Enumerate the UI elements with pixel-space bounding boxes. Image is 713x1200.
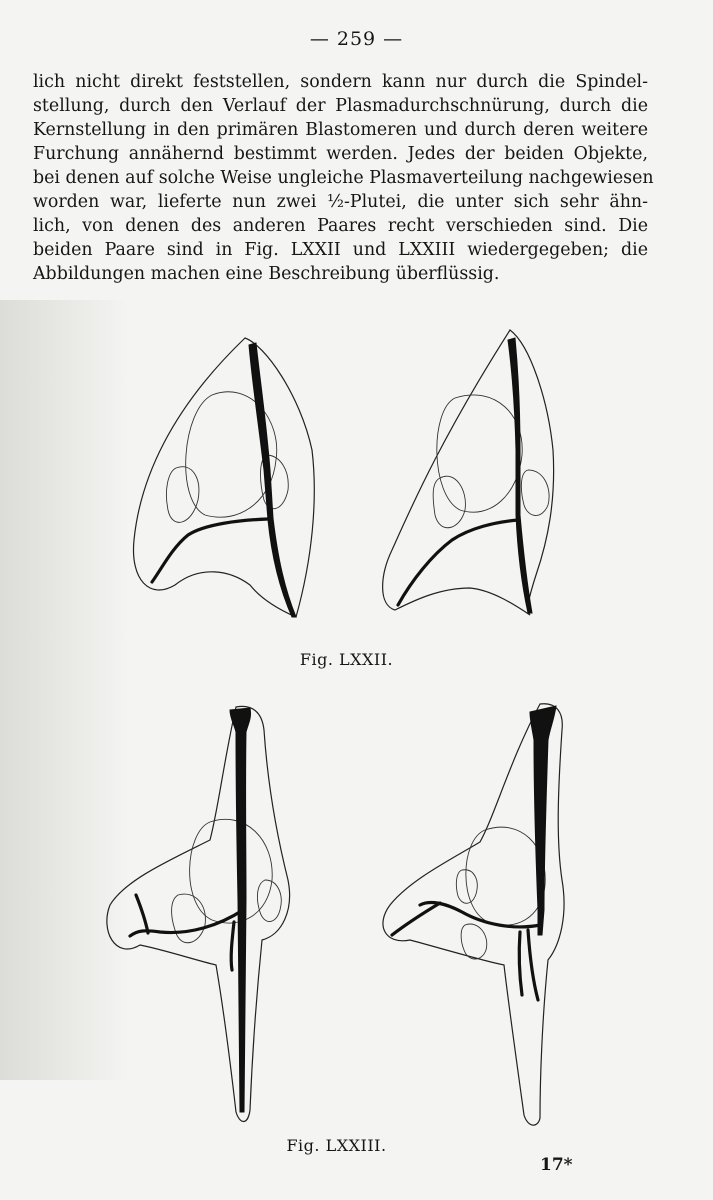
pluteus-left-lxxiii [107, 706, 290, 1121]
text-line: lich, von denen des anderen Paares recht verschieden sind. Die [33, 216, 648, 236]
text-line: stellung, durch den Verlauf der Plasmadurchschnürung, durch die [33, 96, 648, 116]
text-line: worden war, lieferte nun zwei ½-Plutei, die unter sich sehr ähn- [33, 192, 648, 212]
text-line: beiden Paare sind in Fig. LXXII und LXXIII wiedergegeben; die [33, 240, 648, 260]
text-line: Furchung annähernd bestimmt werden. Jedes der beiden Objekte, [33, 144, 648, 164]
text-line: lich nicht direkt feststellen, sondern kann nur durch die Spindel- [33, 72, 648, 92]
figure-caption-lxxii: Fig. LXXII. [299, 650, 394, 669]
pluteus-right-lxxiii [383, 704, 564, 1125]
text-line: Abbildungen machen eine Beschreibung überflüssig. [33, 264, 500, 284]
text-line: Kernstellung in den primären Blastomeren und durch deren weitere [33, 120, 648, 140]
page-number: — 259 — [309, 28, 404, 50]
figure-caption-lxxiii: Fig. LXXIII. [286, 1136, 387, 1155]
signature-mark: 17* [540, 1155, 573, 1175]
text-line: bei denen auf solche Weise ungleiche Plasmaverteilung nachgewiesen [33, 168, 654, 188]
